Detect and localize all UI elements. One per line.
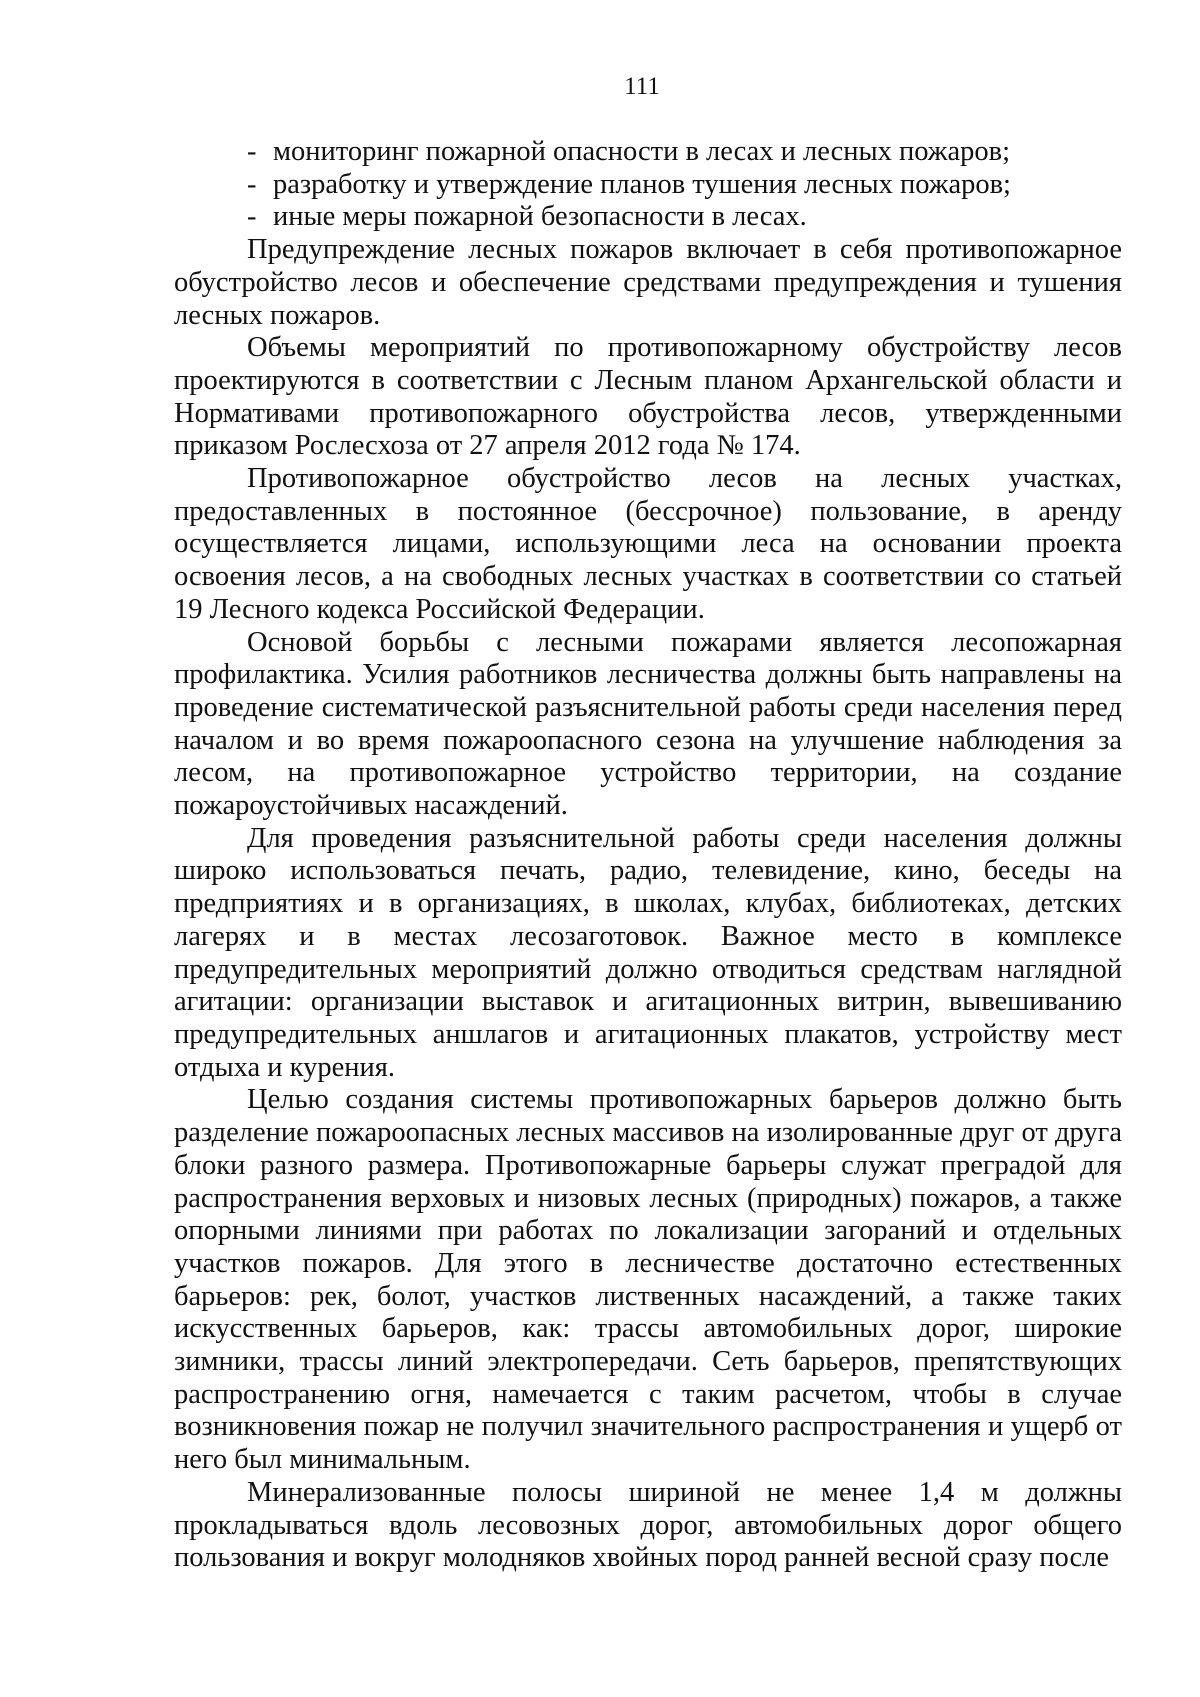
page-number: 111 [624,73,660,100]
bullet-item [174,136,1122,169]
paragraph: Минерализованные полосы шириной не менее 1,4 м должны прокладываться вдоль лесовозных дорог, автомобильных дорог общего пользования и вокруг молодняков хвойных пород ранней весной сразу после [174,1476,1122,1574]
bullet-text: разработку и утверждение планов тушения лесных пожаров; [273,168,1011,200]
paragraph: Основой борьбы с лесными пожарами является лесопожарная профилактика. Усилия работников лесничества должны быть направлены на проведение систематической разъяснительной работы среди населения перед началом и во время пожароопасного сезона на улучшение наблюдения за лесом, на противопожарное устройство территории, на создание пожароустойчивых насаждений. [174,626,1122,822]
bullet-marker: - [247,168,257,200]
bullet-text: иные меры пожарной безопасности в лесах. [273,201,807,233]
paragraph: Противопожарное обустройство лесов на лесных участках, предоставленных в постоянное (бессрочное) пользование, в аренду осуществляется лицами, использующими леса на основании проекта освоения лесов, а на свободных лесных участках в соответствии со статьей 19 Лесного кодекса Российской Федерации. [174,463,1122,625]
bullet-item [174,169,1122,202]
paragraph: Предупреждение лесных пожаров включает в себя противопожарное обустройство лесов и обеспечение средствами предупреждения и тушения лесных пожаров. [174,234,1122,331]
bullet-marker: - [247,201,257,233]
bullet-item [174,201,1122,234]
paragraph: Объемы мероприятий по противопожарному обустройству лесов проектируются в соответствии с Лесным планом Архангельской области и Нормативами противопожарного обустройства лесов, утвержденными приказом Рослесхоза от 27 апреля 2012 года № 174. [174,332,1122,462]
bullet-marker: - [247,136,257,167]
document-body [174,136,1122,1575]
paragraph: Целью создания системы противопожарных барьеров должно быть разделение пожароопасных лесных массивов на изолированные друг от друга блоки разного размера. Противопожарные барьеры служат преградой для распространения верховых и низовых лесных (природных) пожаров, а также опорными линиями при работах по локализации загораний и отдельных участков пожаров. Для этого в лесничестве достаточно естественных барьеров: рек, болот, участков лиственных насаждений, а также таких искусственных барьеров, как: трассы автомобильных дорог, широкие зимники, трассы линий электропередачи. Сеть барьеров, препятствующих распространению огня, намечается с таким расчетом, чтобы в случае возникновения пожар не получил значительного распространения и ущерб от него был минимальным. [174,1084,1122,1476]
paragraph: Для проведения разъяснительной работы среди населения должны широко использоваться печать, радио, телевидение, кино, беседы на предприятиях и в организациях, в школах, клубах, библиотеках, детских лагерях и в местах лесозаготовок. Важное место в комплексе предупредительных мероприятий должно отводиться средствам наглядной агитации: организации выставок и агитационных витрин, вывешиванию предупредительных аншлагов и агитационных плакатов, устройству мест отдыха и курения. [174,822,1122,1083]
bullet-text: мониторинг пожарной опасности в лесах и лесных пожаров; [273,136,1011,167]
